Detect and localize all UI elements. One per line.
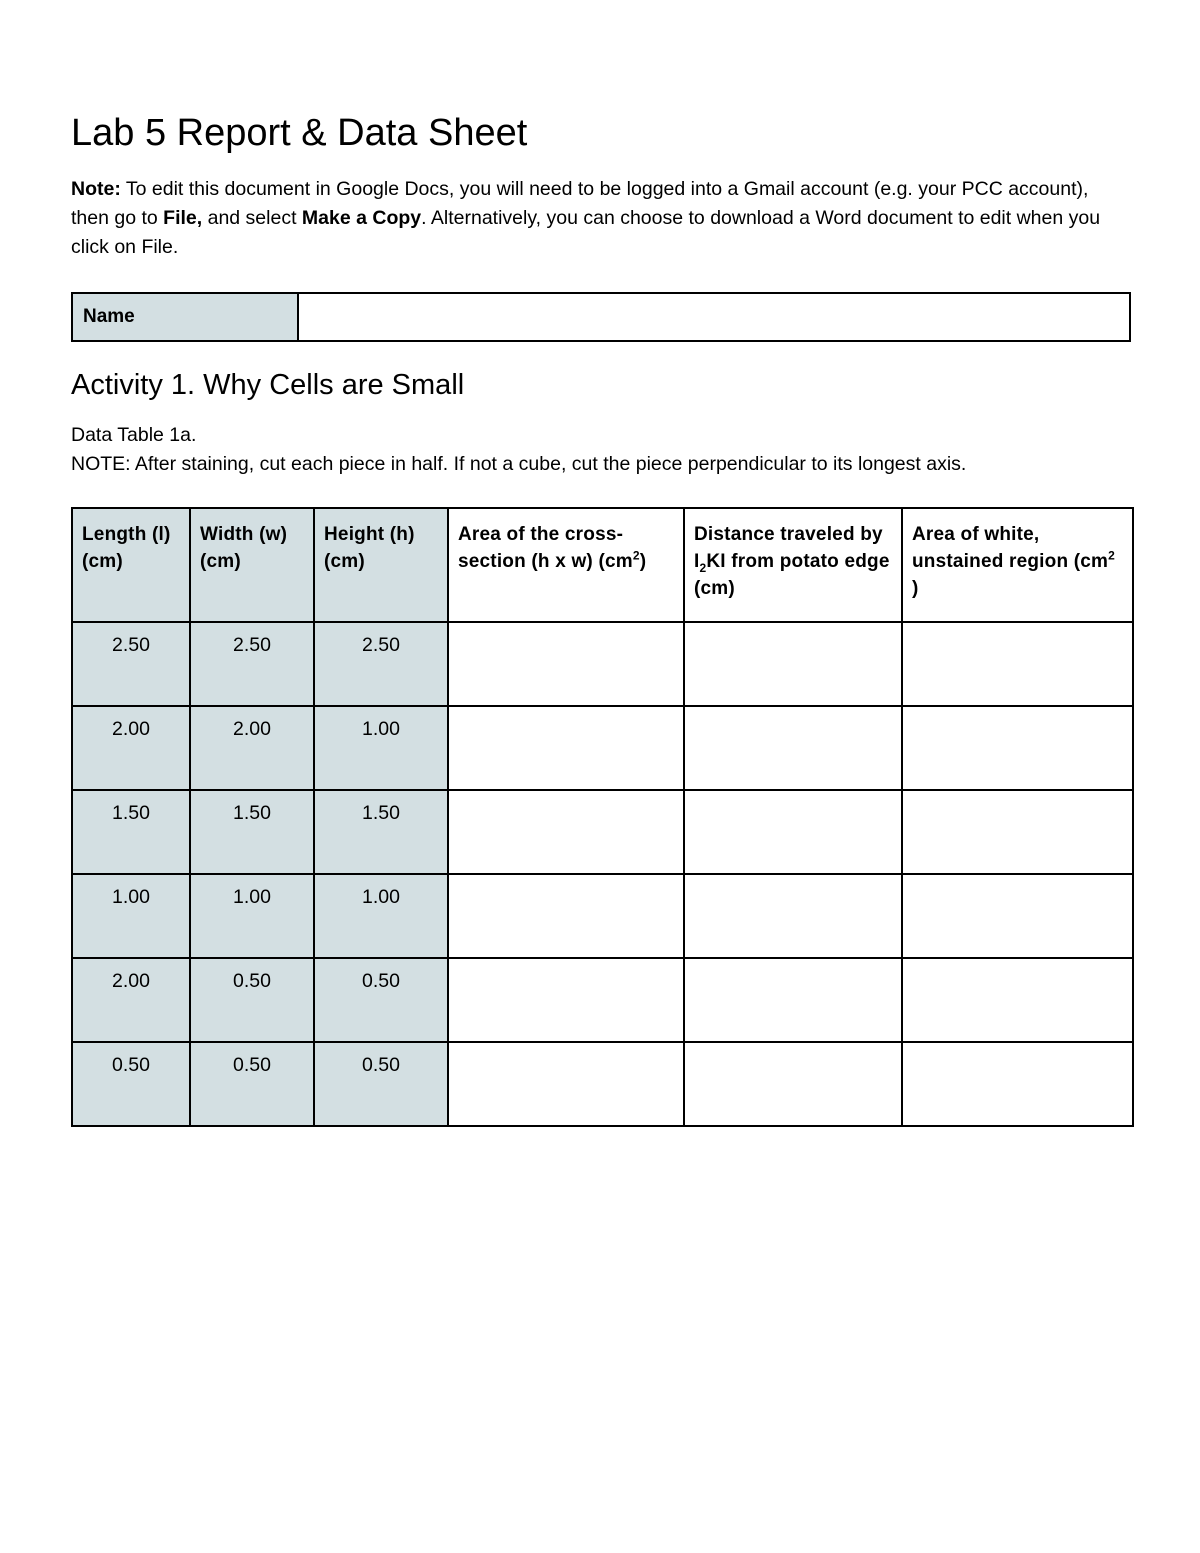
cell-width: 2.50 [190,622,314,706]
cell-white-area-input[interactable] [902,958,1133,1042]
note-make-copy-bold: Make a Copy [301,207,422,229]
header-white-area-sup: 2 [1108,548,1116,563]
cell-length: 2.00 [72,706,190,790]
header-white-area-end: ) [912,578,919,599]
cell-width: 2.00 [190,706,314,790]
cell-white-area-input[interactable] [902,1042,1133,1126]
cell-distance-input[interactable] [684,706,902,790]
note-text-1: To edit this document in Google Docs, you will need to be logged into a Gmail account (e.g. your PCC account), then go to [71,178,1089,229]
header-distance-text-1: Distance traveled by I [694,524,883,572]
name-label: Name [72,293,298,341]
header-area-cross-section [448,508,684,622]
cell-width: 1.50 [190,790,314,874]
header-area-end: ) [639,551,647,572]
table-row [72,622,1133,706]
name-table [71,292,1131,342]
document-title: Lab 5 Report & Data Sheet [71,112,528,154]
cell-white-area-input[interactable] [902,622,1133,706]
cell-distance-input[interactable] [684,1042,902,1126]
header-white-area [902,508,1133,622]
cell-area-input[interactable] [448,622,684,706]
cell-height: 0.50 [314,958,448,1042]
cell-length: 0.50 [72,1042,190,1126]
cell-distance-input[interactable] [684,622,902,706]
cell-distance-input[interactable] [684,874,902,958]
cell-area-input[interactable] [448,790,684,874]
data-table-label: Data Table 1a. [71,424,197,446]
header-distance-text-2: KI from potato edge (cm) [694,551,890,599]
note-file-bold: File, [163,207,203,229]
cell-width: 0.50 [190,958,314,1042]
table-row [72,874,1133,958]
table-row [72,1042,1133,1126]
note-text-3: . Alternatively, you can choose to download a Word document to edit when you click on File. [71,207,1101,258]
cell-area-input[interactable] [448,958,684,1042]
cell-area-input[interactable] [448,1042,684,1126]
header-width: Width (w) (cm) [190,508,314,622]
cell-width: 1.00 [190,874,314,958]
cell-height: 0.50 [314,1042,448,1126]
edit-note [71,175,1131,262]
cell-area-input[interactable] [448,874,684,958]
name-field[interactable] [298,293,1130,341]
cell-distance-input[interactable] [684,958,902,1042]
cell-distance-input[interactable] [684,790,902,874]
table-row [72,958,1133,1042]
note-label: Note: [71,178,121,200]
cell-white-area-input[interactable] [902,790,1133,874]
activity-1-title: Activity 1. Why Cells are Small [71,369,465,401]
header-area-text: Area of the cross-section (h x w) (cm [458,524,633,572]
table-caption [71,421,1131,479]
cell-white-area-input[interactable] [902,706,1133,790]
cell-area-input[interactable] [448,706,684,790]
header-area-sup: 2 [632,548,640,563]
table-row [72,790,1133,874]
data-table-note: NOTE: After staining, cut each piece in half. If not a cube, cut the piece perpendicular to its longest axis. [71,453,967,475]
header-height: Height (h) (cm) [314,508,448,622]
cell-length: 1.00 [72,874,190,958]
data-table-1a [71,507,1134,1127]
name-row [72,293,1130,341]
header-distance-sub: 2 [699,560,707,575]
header-distance [684,508,902,622]
cell-length: 2.50 [72,622,190,706]
cell-length: 2.00 [72,958,190,1042]
cell-white-area-input[interactable] [902,874,1133,958]
cell-height: 2.50 [314,622,448,706]
cell-width: 0.50 [190,1042,314,1126]
header-white-area-text: Area of white, unstained region (cm [912,524,1109,572]
header-length: Length (l) (cm) [72,508,190,622]
note-text-2: and select [202,207,302,229]
cell-height: 1.00 [314,874,448,958]
cell-length: 1.50 [72,790,190,874]
cell-height: 1.50 [314,790,448,874]
cell-height: 1.00 [314,706,448,790]
table-row [72,706,1133,790]
header-row [72,508,1133,622]
